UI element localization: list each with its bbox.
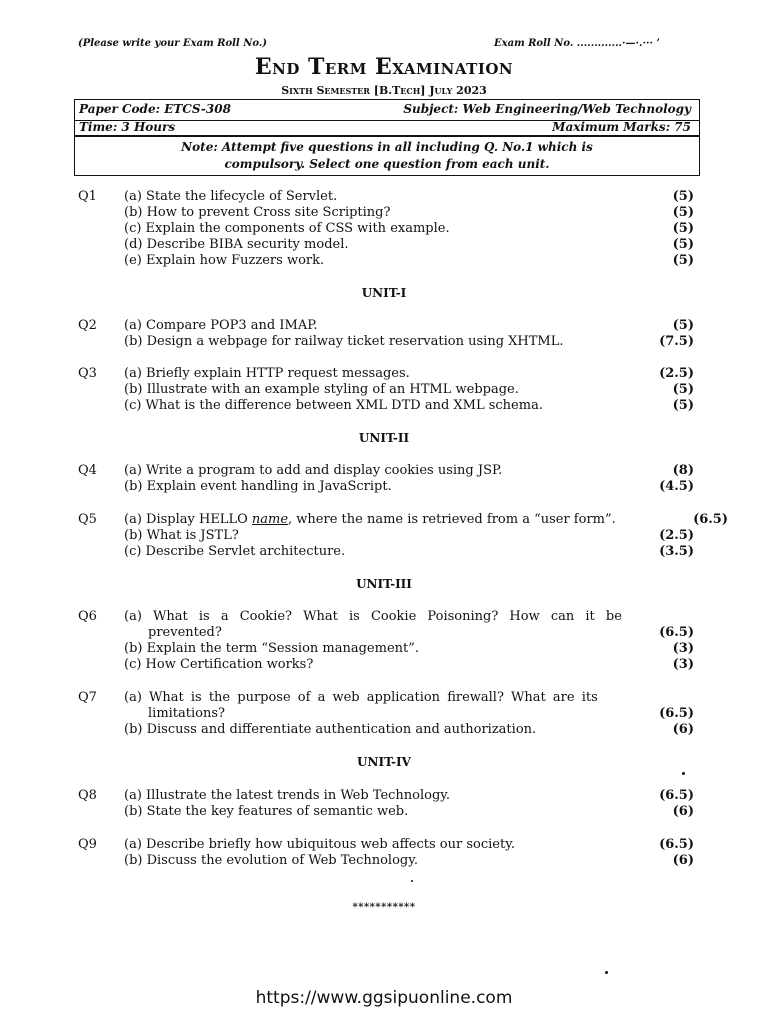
- question-marks: (6.5): [659, 788, 694, 803]
- question-part: (c) How Certification works?: [124, 657, 314, 672]
- question-part: (b) How to prevent Cross site Scripting?: [124, 205, 391, 220]
- question-number: Q4: [78, 463, 97, 478]
- question-marks: (3): [672, 657, 694, 672]
- question-part-continued: limitations?: [148, 706, 225, 721]
- semester-subtitle: Sixth Semester [B.Tech] July 2023: [281, 84, 487, 97]
- paper-info-row: [74, 99, 700, 121]
- question-marks: (7.5): [659, 334, 694, 349]
- question-part: (a) State the lifecycle of Servlet.: [124, 189, 338, 204]
- unit-heading: UNIT-I: [361, 286, 407, 300]
- question-marks: (6): [672, 853, 694, 868]
- question-marks: (6.5): [659, 706, 694, 721]
- paper-code: Paper Code: ETCS-308: [79, 102, 231, 116]
- scan-speck: [682, 772, 685, 775]
- end-of-paper-stars: ***********: [352, 902, 416, 913]
- question-part: (b) Discuss the evolution of Web Technology.: [124, 853, 418, 868]
- question-part: (d) Describe BIBA security model.: [124, 237, 349, 252]
- question-number: Q6: [78, 609, 97, 624]
- question-part: (e) Explain how Fuzzers work.: [124, 253, 325, 268]
- question-part: (b) Explain event handling in JavaScript.: [124, 479, 392, 494]
- name-underlined: name: [251, 512, 289, 527]
- subject: Subject: Web Engineering/Web Technology: [403, 102, 691, 116]
- question-part: (a) Describe briefly how ubiquitous web affects our society.: [124, 837, 515, 852]
- question-marks: (5): [672, 221, 694, 236]
- question-marks: (5): [672, 253, 694, 268]
- unit-heading: UNIT-IV: [357, 755, 411, 769]
- maximum-marks: Maximum Marks: 75: [552, 120, 691, 134]
- question-number: Q8: [78, 788, 97, 803]
- question-part: (a) What is a Cookie? What is Cookie Poisoning? How can it be: [124, 609, 622, 624]
- question-number: Q2: [78, 318, 97, 333]
- question-part: (a) Illustrate the latest trends in Web Technology.: [124, 788, 451, 803]
- question-marks: (2.5): [659, 528, 694, 543]
- question-number: Q1: [78, 189, 97, 204]
- time-allowed: Time: 3 Hours: [79, 120, 176, 134]
- question-part: (c) Describe Servlet architecture.: [124, 544, 346, 559]
- question-marks: (8): [672, 463, 694, 478]
- instructions-line-1: Note: Attempt five questions in all including Q. No.1 which is: [181, 140, 593, 154]
- question-part: [124, 512, 616, 527]
- question-part: (b) What is JSTL?: [124, 528, 239, 543]
- question-part: (a) Compare POP3 and IMAP.: [124, 318, 318, 333]
- question-marks: (2.5): [659, 366, 694, 381]
- question-marks: (6.5): [659, 625, 694, 640]
- question-number: Q3: [78, 366, 97, 381]
- question-part: (b) Design a webpage for railway ticket reservation using XHTML.: [124, 334, 564, 349]
- question-number: Q9: [78, 837, 97, 852]
- time-marks-row: [74, 119, 700, 136]
- scan-speck: [605, 971, 608, 974]
- question-part: (c) Explain the components of CSS with example.: [124, 221, 450, 236]
- question-marks: (6.5): [659, 837, 694, 852]
- exam-roll-number-field: Exam Roll No. .............·—·.··· ’: [494, 38, 660, 49]
- question-part: (b) Explain the term “Session management”.: [124, 641, 420, 656]
- question-part: (a) What is the purpose of a web application firewall? What are its: [124, 690, 598, 705]
- exam-title: End Term Examination: [254, 54, 514, 80]
- roll-number-note: (Please write your Exam Roll No.): [78, 38, 268, 49]
- question-part: (a) Briefly explain HTTP request messages.: [124, 366, 410, 381]
- instructions-note: [75, 139, 699, 173]
- question-marks: (3.5): [659, 544, 694, 559]
- question-marks: (6.5): [693, 512, 728, 527]
- question-part: (a) Write a program to add and display cookies using JSP.: [124, 463, 503, 478]
- question-marks: (5): [672, 382, 694, 397]
- instructions-line-2: compulsory. Select one question from each unit.: [224, 157, 550, 171]
- question-part: (b) Discuss and differentiate authentication and authorization.: [124, 722, 537, 737]
- question-part-continued: prevented?: [148, 625, 222, 640]
- question-marks: (6): [672, 722, 694, 737]
- question-marks: (6): [672, 804, 694, 819]
- question-number: Q7: [78, 690, 97, 705]
- scan-speck: [411, 880, 413, 882]
- question-part: (b) State the key features of semantic web.: [124, 804, 409, 819]
- question-marks: (5): [672, 237, 694, 252]
- question-text: , where the name is retrieved from a “user form”.: [288, 512, 616, 527]
- question-marks: (5): [672, 189, 694, 204]
- question-marks: (3): [672, 641, 694, 656]
- question-marks: (4.5): [659, 479, 694, 494]
- question-part: (c) What is the difference between XML DTD and XML schema.: [124, 398, 543, 413]
- footer-url[interactable]: https://www.ggsipuonline.com: [255, 988, 513, 1008]
- unit-heading: UNIT-II: [358, 431, 410, 445]
- question-marks: (5): [672, 205, 694, 220]
- question-number: Q5: [78, 512, 97, 527]
- question-marks: (5): [672, 398, 694, 413]
- question-part: (b) Illustrate with an example styling of an HTML webpage.: [124, 382, 519, 397]
- question-text: (a) Display HELLO: [124, 512, 252, 527]
- instructions-box: [74, 136, 700, 176]
- question-marks: (5): [672, 318, 694, 333]
- unit-heading: UNIT-III: [356, 577, 412, 591]
